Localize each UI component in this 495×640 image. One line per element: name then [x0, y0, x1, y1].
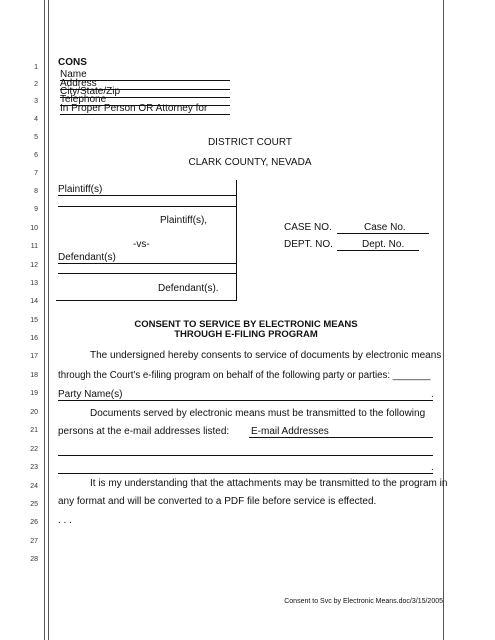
defendant-label: Defendant(s). — [158, 283, 219, 294]
versus-label: -vs- — [133, 239, 150, 250]
paragraph3-line1: It is my understanding that the attachments may be transmitted to the program in — [90, 478, 448, 489]
plaintiff-blank-line — [58, 206, 236, 207]
line-number: 22 — [30, 446, 38, 453]
left-margin-rule-outer — [44, 0, 45, 640]
telephone-field: Telephone — [60, 94, 107, 105]
line-number: 13 — [30, 280, 38, 287]
name-field: Name — [60, 69, 87, 80]
party-names-period: . — [431, 389, 434, 400]
line-number: 17 — [30, 353, 38, 360]
document-footer: Consent to Svc by Electronic Means.doc/3/15/2005 — [284, 598, 443, 605]
line-number: 14 — [30, 298, 38, 305]
line-number: 28 — [30, 556, 38, 563]
line-number: 23 — [30, 464, 38, 471]
dept-number-label: DEPT. NO. — [284, 239, 333, 250]
email-blank-line-1 — [58, 455, 433, 456]
document-title-line2: THROUGH E-FILING PROGRAM — [174, 329, 318, 340]
line-number: 7 — [34, 170, 38, 177]
line-number: 11 — [30, 243, 38, 250]
plaintiff-field: Plaintiff(s) — [58, 184, 103, 195]
line-number: 3 — [34, 98, 38, 105]
case-number-underline — [337, 233, 429, 234]
paragraph2-line2-prefix: persons at the e-mail addresses listed: — [58, 426, 230, 437]
line-number: 15 — [30, 317, 38, 324]
cons-label: CONS — [58, 57, 87, 68]
email-blank-line-2 — [58, 473, 433, 474]
case-number-label: CASE NO. — [284, 222, 332, 233]
ellipsis: . . . — [58, 515, 72, 526]
left-margin-rule-inner — [48, 0, 49, 640]
email-blank-period: . — [431, 462, 434, 473]
line-number: 21 — [30, 427, 38, 434]
paragraph1-line2: through the Court’s e-filing program on behalf of the following party or parties: _______ — [58, 370, 431, 381]
right-margin-rule — [443, 0, 444, 640]
line-number: 9 — [34, 206, 38, 213]
line-number: 12 — [30, 262, 38, 269]
plaintiff-label: Plaintiff(s), — [160, 215, 208, 226]
line-number: 26 — [30, 519, 38, 526]
line-number: 27 — [30, 538, 38, 545]
case-number-value: Case No. — [364, 222, 406, 233]
defendant-field: Defendant(s) — [58, 252, 116, 263]
document-title-line1: CONSENT TO SERVICE BY ELECTRONIC MEANS — [134, 319, 358, 330]
line-number: 20 — [30, 409, 38, 416]
defendant-field-underline — [58, 263, 236, 264]
dept-number-value: Dept. No. — [362, 239, 405, 250]
line-number: 4 — [34, 116, 38, 123]
party-names-field: Party Name(s) — [58, 389, 123, 400]
defendant-blank-line — [58, 273, 236, 274]
line-number: 1 — [34, 64, 38, 71]
paragraph1-line1: The undersigned hereby consents to service of documents by electronic means — [90, 350, 442, 361]
city-state-zip-field: City/State/Zip — [60, 86, 121, 97]
email-addresses-underline — [249, 437, 433, 438]
court-name: DISTRICT COURT — [207, 137, 293, 148]
line-number: 16 — [30, 335, 38, 342]
line-number: 2 — [34, 81, 38, 88]
email-addresses-field: E-mail Addresses — [251, 426, 329, 437]
line-number: 8 — [34, 188, 38, 195]
party-names-underline — [58, 400, 433, 401]
line-number: 10 — [30, 225, 38, 232]
address-field: Address — [60, 78, 97, 89]
paragraph2-line1: Documents served by electronic means must be transmitted to the following — [90, 408, 426, 419]
court-county: CLARK COUNTY, NEVADA — [188, 157, 312, 168]
plaintiff-field-underline — [58, 195, 236, 196]
dept-number-underline — [337, 250, 419, 251]
proper-person-underline — [60, 114, 230, 115]
paragraph3-line2: any format and will be converted to a PDF file before service is effected. — [58, 496, 377, 507]
line-number: 19 — [30, 390, 38, 397]
line-number: 18 — [30, 372, 38, 379]
proper-person-field: In Proper Person OR Attorney for — [60, 103, 208, 114]
line-number: 5 — [34, 134, 38, 141]
line-number: 24 — [30, 483, 38, 490]
line-number: 6 — [34, 152, 38, 159]
line-number: 25 — [30, 501, 38, 508]
